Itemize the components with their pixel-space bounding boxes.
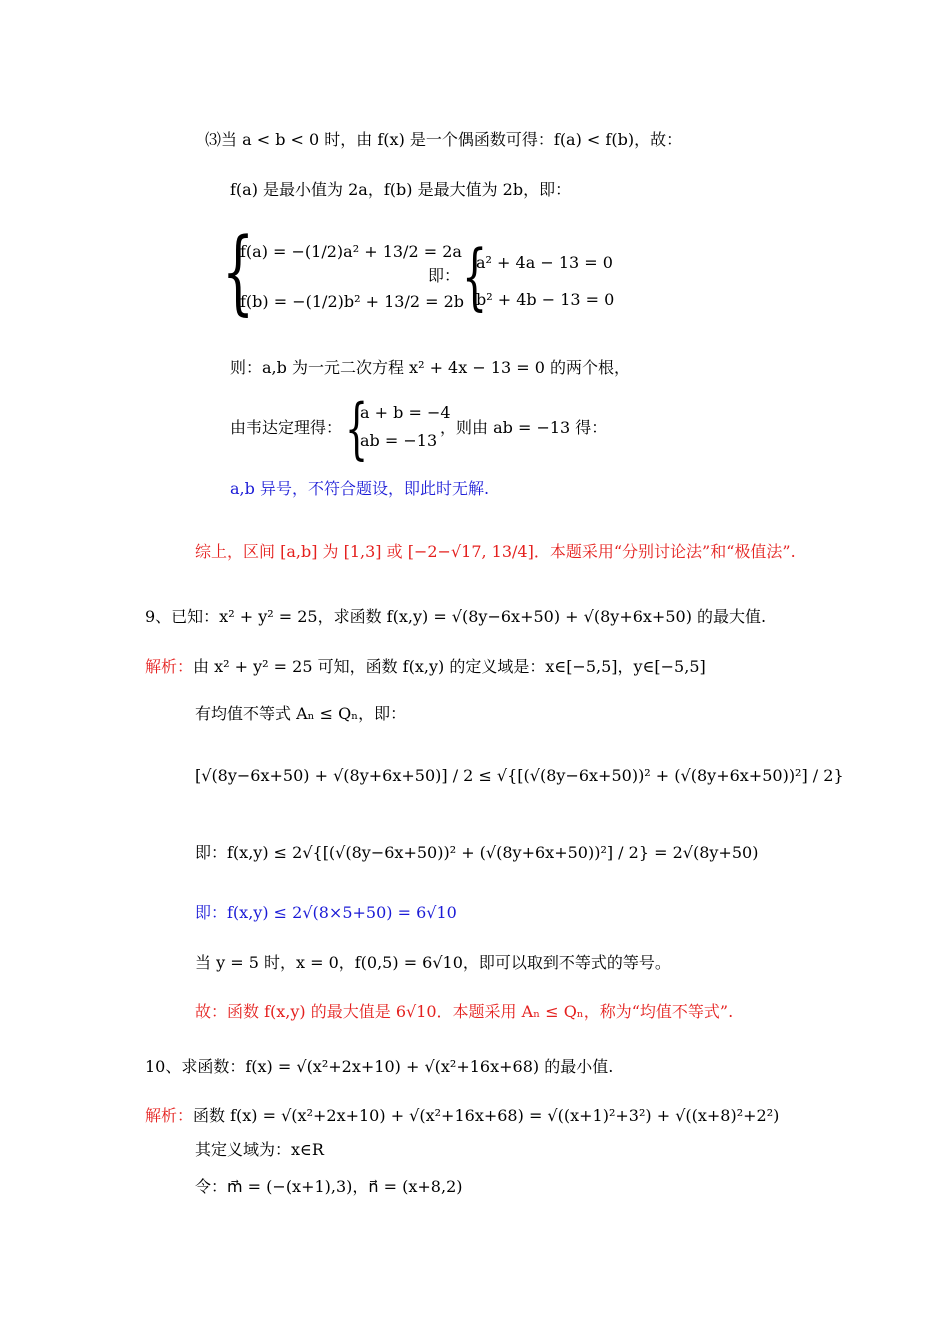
vieta-row2: ab = −13 — [360, 431, 438, 450]
roots-line: 则：a,b 为一元二次方程 x² + 4x − 13 = 0 的两个根， — [230, 358, 631, 377]
system2-row2: b² + 4b − 13 = 0 — [476, 290, 615, 309]
q9-mean-inequality: 有均值不等式 Aₙ ≤ Qₙ，即： — [195, 704, 407, 723]
vieta-row1: a + b = −4 — [360, 403, 451, 422]
q10-vectors: 令：m⃗ = (−(x+1),3)，n⃗ = (x+8,2) — [195, 1177, 463, 1196]
analysis-label: 解析： — [145, 657, 194, 676]
system2-row1: a² + 4a − 13 = 0 — [476, 253, 613, 272]
q9-equality-case: 当 y = 5 时，x = 0，f(0,5) = 6√10，即可以取到不等式的等号。 — [195, 953, 671, 972]
q9-inequality-formula: [√(8y−6x+50) + √(8y+6x+50)] / 2 ≤ √{[(√(8y−6x+50))² + (√(8y+6x+50))²] / 2} — [195, 766, 844, 785]
vieta-prefix: 由韦达定理得： — [230, 418, 343, 437]
left-brace-3: { — [345, 390, 369, 467]
ji-label: 即： — [428, 266, 461, 285]
q9-chain: 即：f(x,y) ≤ 2√{[(√(8y−6x+50))² + (√(8y+6x+50))²] / 2} = 2√(8y+50) — [195, 843, 759, 862]
left-brace-2: { — [462, 234, 488, 318]
no-solution-conclusion: a,b 异号，不符合题设，即此时无解. — [230, 479, 490, 498]
interval-summary: 综上，区间 [a,b] 为 [1,3] 或 [−2−√17, 13/4]．本题采用“分别讨论法”和“极值法”. — [195, 542, 796, 561]
q9-domain: 解析：由 x² + y² = 25 可知，函数 f(x,y) 的定义域是：x∈[−5,5]，y∈[−5,5] — [145, 657, 706, 676]
q10-problem: 10、求函数：f(x) = √(x²+2x+10) + √(x²+16x+68) 的最小值. — [145, 1057, 614, 1076]
case3-intro: ⑶当 a < b < 0 时，由 f(x) 是一个偶函数可得：f(a) < f(b)，故： — [205, 130, 683, 149]
left-brace-1: { — [222, 218, 255, 325]
analysis-label-10: 解析： — [145, 1106, 194, 1125]
vieta-suffix: ，则由 ab = −13 得： — [440, 418, 608, 437]
q10-analysis: 解析：函数 f(x) = √(x²+2x+10) + √(x²+16x+68) = √((x+1)²+3²) + √((x+8)²+2²) — [145, 1106, 780, 1125]
q10-domain: 其定义域为：x∈R — [195, 1140, 324, 1159]
case3-extremes: f(a) 是最小值为 2a，f(b) 是最大值为 2b，即： — [230, 180, 572, 199]
q9-problem: 9、已知：x² + y² = 25，求函数 f(x,y) = √(8y−6x+50) + √(8y+6x+50) 的最大值. — [145, 607, 767, 626]
system1-row1: f(a) = −(1/2)a² + 13/2 = 2a — [240, 242, 462, 261]
q9-evaluate: 即：f(x,y) ≤ 2√(8×5+50) = 6√10 — [195, 903, 457, 922]
system1-row2: f(b) = −(1/2)b² + 13/2 = 2b — [240, 292, 465, 311]
q9-result: 故：函数 f(x,y) 的最大值是 6√10．本题采用 Aₙ ≤ Qₙ，称为“均值不等式”. — [195, 1002, 734, 1021]
